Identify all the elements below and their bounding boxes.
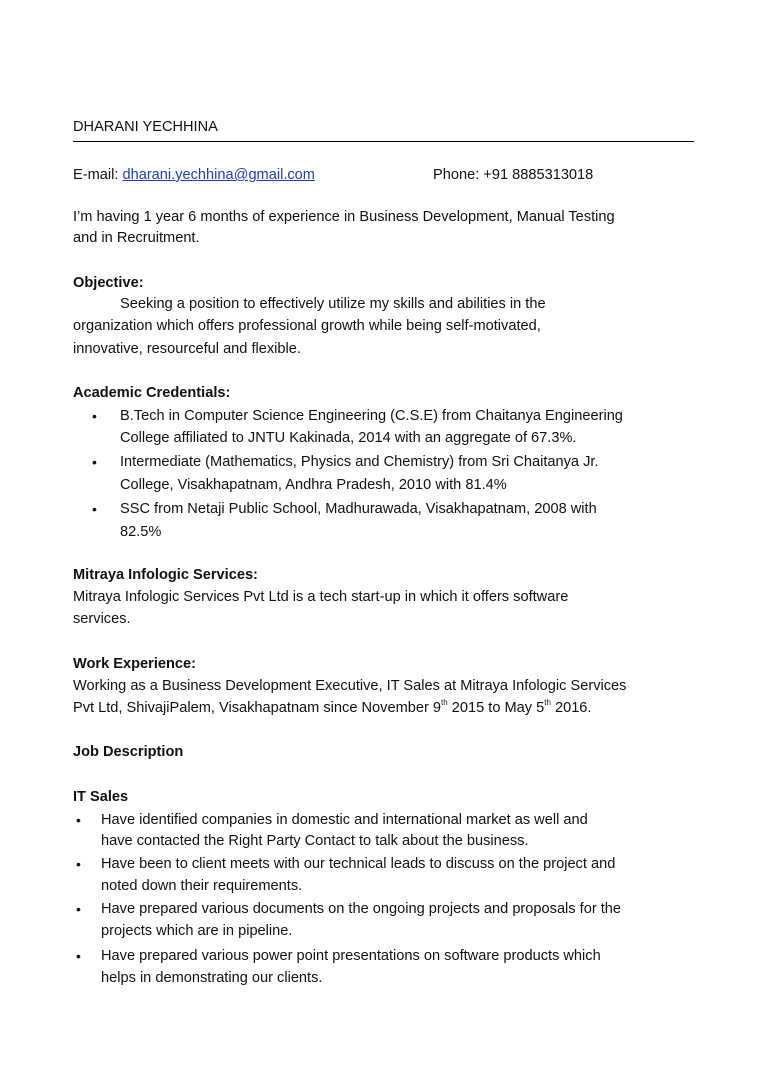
email-link[interactable]: dharani.yechhina@gmail.com (122, 167, 315, 183)
work-text: 2016. (550, 700, 592, 716)
company-line: Mitraya Infologic Services Pvt Ltd is a tech start-up in which it offers software (73, 589, 569, 605)
bullet-icon: • (76, 856, 81, 872)
bullet-icon: • (92, 501, 97, 517)
job-item: Have prepared various power point presentations on software products which (101, 948, 601, 964)
superscript: th (544, 698, 551, 707)
academic-heading: Academic Credentials: (73, 385, 231, 401)
objective-line: organization which offers professional growth while being self-motivated, (73, 318, 541, 334)
job-item: helps in demonstrating our clients. (101, 970, 323, 986)
bullet-icon: • (76, 812, 81, 828)
academic-item: SSC from Netaji Public School, Madhurawada, Visakhapatnam, 2008 with (120, 501, 597, 517)
work-text: 2015 to May 5 (447, 700, 545, 716)
job-item: projects which are in pipeline. (101, 923, 293, 939)
academic-item: 82.5% (120, 524, 162, 540)
bullet-icon: • (92, 454, 97, 470)
objective-heading: Objective: (73, 275, 144, 291)
job-item: Have prepared various documents on the ongoing projects and proposals for the (101, 901, 622, 917)
work-text: Pvt Ltd, ShivajiPalem, Visakhapatnam since November 9 (73, 700, 442, 716)
bullet-icon: • (92, 408, 97, 424)
job-heading: Job Description (73, 744, 184, 760)
summary-line: and in Recruitment. (73, 230, 200, 246)
job-item: have contacted the Right Party Contact to talk about the business. (101, 833, 529, 849)
academic-item: College affiliated to JNTU Kakinada, 2014 with an aggregate of 67.3%. (120, 430, 577, 446)
work-line (73, 699, 591, 717)
academic-item: College, Visakhapatnam, Andhra Pradesh, 2010 with 81.4% (120, 477, 507, 493)
it-sales-heading: IT Sales (73, 789, 129, 805)
company-line: services. (73, 611, 131, 627)
work-line: Working as a Business Development Executive, IT Sales at Mitraya Infologic Services (73, 678, 627, 694)
academic-item: Intermediate (Mathematics, Physics and Chemistry) from Sri Chaitanya Jr. (120, 454, 599, 470)
objective-line: Seeking a position to effectively utilize my skills and abilities in the (120, 296, 546, 312)
superscript: th (441, 698, 448, 707)
job-item: noted down their requirements. (101, 878, 303, 894)
academic-item: B.Tech in Computer Science Engineering (C.S.E) from Chaitanya Engineering (120, 408, 623, 424)
email-line (73, 166, 315, 184)
objective-line: innovative, resourceful and flexible. (73, 341, 301, 357)
bullet-icon: • (76, 901, 81, 917)
job-item: Have been to client meets with our technical leads to discuss on the project and (101, 856, 616, 872)
bullet-icon: • (76, 948, 81, 964)
candidate-name: DHARANI YECHHINA (73, 119, 218, 135)
phone: Phone: +91 8885313018 (433, 167, 594, 183)
email-label: E-mail: (73, 167, 123, 183)
summary-line: I’m having 1 year 6 months of experience in Business Development, Manual Testing (73, 209, 615, 225)
company-heading: Mitraya Infologic Services: (73, 567, 258, 583)
job-item: Have identified companies in domestic and international market as well and (101, 812, 588, 828)
header-divider (73, 141, 694, 142)
work-heading: Work Experience: (73, 656, 197, 672)
